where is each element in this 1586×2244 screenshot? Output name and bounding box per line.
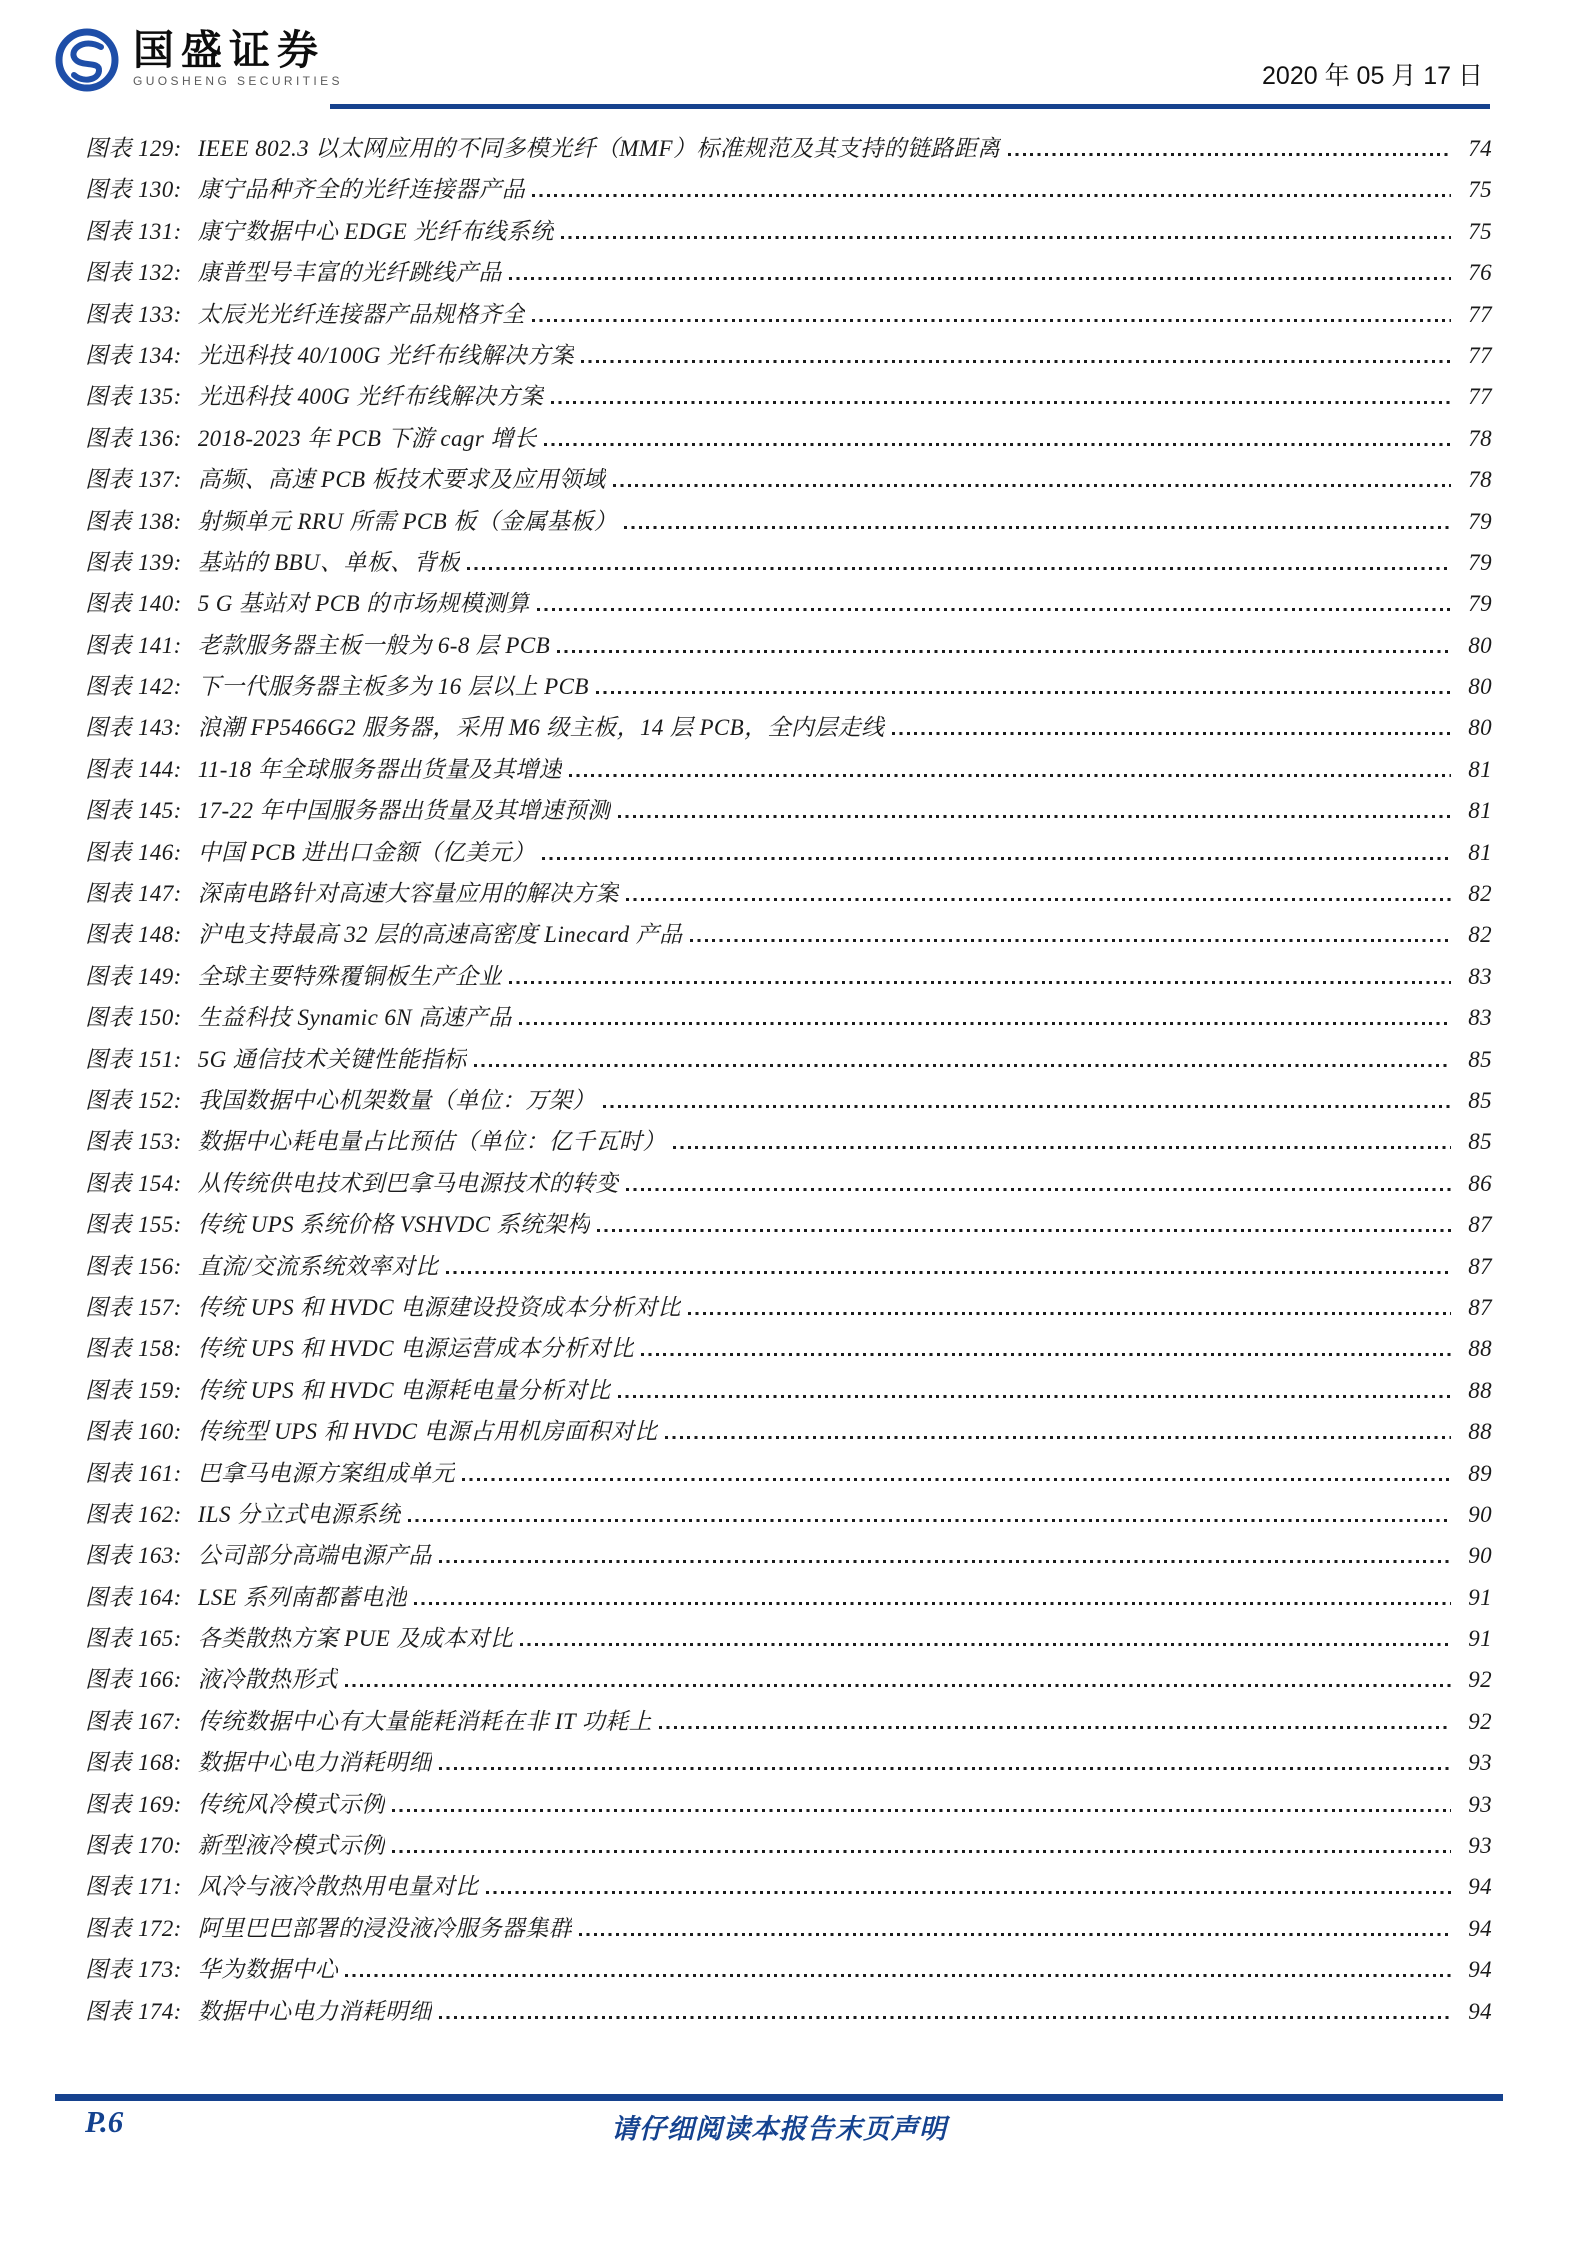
toc-item-label: 图表 150:: [85, 1005, 182, 1031]
toc-entry[interactable]: [85, 1289, 1492, 1330]
toc-entry[interactable]: [85, 1082, 1492, 1123]
dotted-leader: [579, 1933, 1451, 1936]
toc-item-page: 89: [1468, 1460, 1492, 1486]
toc-item-label: 图表 132:: [85, 260, 182, 286]
toc-entry[interactable]: [85, 1123, 1492, 1164]
toc-entry[interactable]: [85, 1413, 1492, 1454]
toc-item-title: IEEE 802.3 以太网应用的不同多模光纤（MMF）标准规范及其支持的链路距离: [197, 136, 1001, 161]
toc-item-page: 83: [1468, 1005, 1492, 1031]
dotted-leader: [446, 1271, 1451, 1274]
toc-item-page: 87: [1468, 1294, 1492, 1320]
dotted-leader: [509, 277, 1451, 280]
dotted-leader: [345, 1684, 1451, 1687]
toc-item-label: 图表 146:: [85, 839, 182, 865]
dotted-leader: [1008, 153, 1451, 156]
toc-item-page: 90: [1468, 1543, 1492, 1569]
dotted-leader: [486, 1891, 1451, 1894]
dotted-leader: [603, 1105, 1451, 1108]
toc-item-page: 88: [1468, 1336, 1492, 1362]
toc-item-page: 85: [1468, 1046, 1492, 1072]
toc-item-title: 阿里巴巴部署的浸没液冷服务器集群: [197, 1915, 573, 1941]
toc-item-page: 90: [1468, 1501, 1492, 1527]
toc-entry[interactable]: [85, 916, 1492, 957]
toc-item-page: 80: [1468, 715, 1492, 741]
toc-item-title: 5G 通信技术关键性能指标: [197, 1046, 467, 1072]
toc-item-title: 康宁品种齐全的光纤连接器产品: [197, 177, 526, 203]
page-number: P.6: [85, 2104, 124, 2139]
toc-item-label: 图表 161:: [85, 1460, 182, 1486]
dotted-leader: [520, 1643, 1451, 1646]
toc-item-title: LSE 系列南都蓄电池: [197, 1584, 408, 1610]
toc-item-label: 图表 130:: [85, 177, 182, 203]
toc-item-title: 生益科技 Synamic 6N 高速产品: [197, 1005, 512, 1031]
toc-item-title: 液冷散热形式: [197, 1667, 339, 1693]
toc-item-page: 78: [1468, 425, 1492, 451]
toc-item-title: 深南电路针对高速大容量应用的解决方案: [197, 881, 619, 907]
toc-entry[interactable]: [85, 544, 1492, 585]
toc-entry[interactable]: [85, 627, 1492, 668]
dotted-leader: [641, 1353, 1451, 1356]
dotted-leader: [597, 1229, 1451, 1232]
toc-item-page: 79: [1468, 549, 1492, 575]
toc-entry[interactable]: [85, 585, 1492, 626]
dotted-leader: [624, 526, 1451, 529]
toc-item-page: 87: [1468, 1212, 1492, 1238]
toc-item-label: 图表 173:: [85, 1957, 182, 1983]
toc-item-title: 公司部分高端电源产品: [197, 1543, 432, 1569]
toc-item-title: 康普型号丰富的光纤跳线产品: [197, 260, 502, 286]
toc-entry[interactable]: [85, 1951, 1492, 1992]
toc-item-title: 传统型 UPS 和 HVDC 电源占用机房面积对比: [197, 1419, 658, 1445]
dotted-leader: [467, 567, 1451, 570]
toc-item-page: 79: [1468, 508, 1492, 534]
toc-item-page: 77: [1468, 384, 1492, 410]
toc-entry[interactable]: [85, 1661, 1492, 1702]
toc-item-title: 基站的 BBU、单板、背板: [197, 549, 461, 575]
toc-item-label: 图表 165:: [85, 1626, 182, 1652]
toc-item-label: 图表 160:: [85, 1419, 182, 1445]
dotted-leader: [519, 1022, 1451, 1025]
toc-item-page: 92: [1468, 1667, 1492, 1693]
dotted-leader: [569, 774, 1451, 777]
toc-item-page: 80: [1468, 674, 1492, 700]
dotted-leader: [618, 815, 1451, 818]
toc-item-page: 86: [1468, 1170, 1492, 1196]
toc-entry[interactable]: [85, 254, 1492, 295]
toc-entry[interactable]: [85, 213, 1492, 254]
toc-entry[interactable]: [85, 420, 1492, 461]
toc-item-label: 图表 152:: [85, 1087, 182, 1113]
toc-item-page: 88: [1468, 1419, 1492, 1445]
toc-item-label: 图表 169:: [85, 1791, 182, 1817]
toc-item-label: 图表 145:: [85, 798, 182, 824]
toc-item-page: 78: [1468, 467, 1492, 493]
dotted-leader: [439, 1560, 1451, 1563]
toc-entry[interactable]: [85, 1786, 1492, 1827]
toc-item-title: 传统数据中心有大量能耗消耗在非 IT 功耗上: [197, 1708, 653, 1734]
toc-item-page: 82: [1468, 922, 1492, 948]
toc-item-title: 高频、高速 PCB 板技术要求及应用领域: [197, 467, 606, 493]
dotted-leader: [439, 2016, 1451, 2019]
toc-item-page: 92: [1468, 1708, 1492, 1734]
toc-item-title: 新型液冷模式示例: [197, 1833, 385, 1859]
toc-entry[interactable]: [85, 875, 1492, 916]
toc-item-label: 图表 139:: [85, 549, 182, 575]
toc-item-label: 图表 174:: [85, 1998, 182, 2024]
toc-item-title: 数据中心电力消耗明细: [197, 1750, 432, 1776]
toc-item-title: ILS 分立式电源系统: [197, 1501, 401, 1527]
toc-item-label: 图表 170:: [85, 1833, 182, 1859]
dotted-leader: [532, 319, 1451, 322]
toc-item-label: 图表 168:: [85, 1750, 182, 1776]
toc-item-label: 图表 172:: [85, 1915, 182, 1941]
toc-item-label: 图表 134:: [85, 342, 182, 368]
toc-item-title: 17-22 年中国服务器出货量及其增速预测: [197, 798, 611, 824]
toc-item-label: 图表 137:: [85, 467, 182, 493]
toc-item-label: 图表 144:: [85, 756, 182, 782]
toc-item-title: 从传统供电技术到巴拿马电源技术的转变: [197, 1170, 619, 1196]
toc-item-title: 直流/交流系统效率对比: [197, 1253, 439, 1279]
toc-item-label: 图表 147:: [85, 881, 182, 907]
toc-item-title: 下一代服务器主板多为 16 层以上 PCB: [197, 674, 589, 700]
toc-item-title: 巴拿马电源方案组成单元: [197, 1460, 456, 1486]
toc-entry[interactable]: [85, 296, 1492, 337]
toc-item-page: 93: [1468, 1833, 1492, 1859]
toc-item-page: 85: [1468, 1129, 1492, 1155]
dotted-leader: [626, 898, 1451, 901]
toc-entry[interactable]: [85, 1041, 1492, 1082]
toc-item-page: 94: [1468, 1915, 1492, 1941]
dotted-leader: [392, 1850, 1451, 1853]
toc-item-label: 图表 143:: [85, 715, 182, 741]
dotted-leader: [408, 1519, 1451, 1522]
toc-entry[interactable]: [85, 1248, 1492, 1289]
toc-item-page: 75: [1468, 218, 1492, 244]
toc-item-title: 我国数据中心机架数量（单位：万架）: [197, 1087, 596, 1113]
toc-item-label: 图表 162:: [85, 1501, 182, 1527]
toc-item-label: 图表 151:: [85, 1046, 182, 1072]
toc-item-title: 康宁数据中心 EDGE 光纤布线系统: [197, 218, 554, 244]
toc-item-title: 中国 PCB 进出口金额（亿美元）: [197, 839, 536, 865]
toc-entry[interactable]: [85, 1537, 1492, 1578]
toc-item-page: 91: [1468, 1626, 1492, 1652]
dotted-leader: [581, 360, 1451, 363]
toc-item-title: 太辰光光纤连接器产品规格齐全: [197, 301, 526, 327]
toc-entry[interactable]: [85, 1330, 1492, 1371]
toc-item-page: 93: [1468, 1750, 1492, 1776]
toc-item-label: 图表 133:: [85, 301, 182, 327]
toc-item-title: 数据中心耗电量占比预估（单位：亿千瓦时）: [197, 1129, 666, 1155]
toc-item-page: 82: [1468, 881, 1492, 907]
footer-divider: [55, 2094, 1503, 2101]
toc-item-title: 老款服务器主板一般为 6-8 层 PCB: [197, 632, 551, 658]
dotted-leader: [673, 1146, 1451, 1149]
toc-entry[interactable]: [85, 171, 1492, 212]
toc-item-page: 94: [1468, 1957, 1492, 1983]
dotted-leader: [892, 732, 1451, 735]
toc-item-title: 传统风冷模式示例: [197, 1791, 385, 1817]
toc-item-label: 图表 140:: [85, 591, 182, 617]
toc-entry[interactable]: [85, 1579, 1492, 1620]
toc-item-label: 图表 167:: [85, 1708, 182, 1734]
toc-item-page: 80: [1468, 632, 1492, 658]
toc-item-title: 2018-2023 年 PCB 下游 cagr 增长: [197, 425, 538, 451]
toc-item-title: 光迅科技 40/100G 光纤布线解决方案: [197, 342, 575, 368]
toc-item-label: 图表 153:: [85, 1129, 182, 1155]
dotted-leader: [542, 857, 1451, 860]
toc-entry[interactable]: [85, 1910, 1492, 1951]
toc-item-label: 图表 156:: [85, 1253, 182, 1279]
toc-item-title: 各类散热方案 PUE 及成本对比: [197, 1626, 514, 1652]
toc-item-label: 图表 159:: [85, 1377, 182, 1403]
toc-item-page: 91: [1468, 1584, 1492, 1610]
dotted-leader: [665, 1436, 1452, 1439]
toc-item-label: 图表 166:: [85, 1667, 182, 1693]
toc-item-label: 图表 149:: [85, 963, 182, 989]
toc-item-page: 94: [1468, 1874, 1492, 1900]
toc-item-label: 图表 154:: [85, 1170, 182, 1196]
toc-entry[interactable]: [85, 503, 1492, 544]
toc-item-label: 图表 138:: [85, 508, 182, 534]
toc-item-title: 传统 UPS 和 HVDC 电源建设投资成本分析对比: [197, 1294, 681, 1320]
footer-disclaimer: 请仔细阅读本报告末页声明: [611, 2114, 947, 2144]
toc-item-label: 图表 158:: [85, 1336, 182, 1362]
toc-item-page: 75: [1468, 177, 1492, 203]
toc-entry[interactable]: [85, 1744, 1492, 1785]
toc-item-label: 图表 164:: [85, 1584, 182, 1610]
toc-entry[interactable]: [85, 130, 1492, 171]
toc-item-title: 华为数据中心: [197, 1957, 339, 1983]
toc-item-title: 5 G 基站对 PCB 的市场规模测算: [197, 591, 530, 617]
toc-item-label: 图表 148:: [85, 922, 182, 948]
toc-item-page: 94: [1468, 1998, 1492, 2024]
brand-name-en: GUOSHENG SECURITIES: [133, 74, 343, 89]
dotted-leader: [462, 1478, 1451, 1481]
toc-entry[interactable]: [85, 751, 1492, 792]
toc-entry[interactable]: [85, 834, 1492, 875]
toc-entry[interactable]: [85, 461, 1492, 502]
toc-item-page: 93: [1468, 1791, 1492, 1817]
toc-entry[interactable]: [85, 958, 1492, 999]
toc-entry[interactable]: [85, 999, 1492, 1040]
dotted-leader: [509, 981, 1451, 984]
toc-item-page: 79: [1468, 591, 1492, 617]
toc-list: [85, 130, 1492, 2034]
dotted-leader: [439, 1767, 1451, 1770]
header-divider: [330, 104, 1490, 109]
toc-entry[interactable]: [85, 1620, 1492, 1661]
toc-entry[interactable]: [85, 709, 1492, 750]
toc-item-label: 图表 155:: [85, 1212, 182, 1238]
toc-entry[interactable]: [85, 378, 1492, 419]
dotted-leader: [688, 1312, 1451, 1315]
toc-entry[interactable]: [85, 1703, 1492, 1744]
brand-text-block: [133, 28, 343, 88]
toc-item-page: 76: [1468, 260, 1492, 286]
dotted-leader: [392, 1809, 1451, 1812]
toc-item-title: 传统 UPS 系统价格 VSHVDC 系统架构: [197, 1212, 591, 1238]
dotted-leader: [474, 1064, 1451, 1067]
toc-item-page: 77: [1468, 342, 1492, 368]
guosheng-logo-icon: [55, 28, 119, 92]
dotted-leader: [345, 1974, 1451, 1977]
toc-item-title: 传统 UPS 和 HVDC 电源耗电量分析对比: [197, 1377, 611, 1403]
toc-entry[interactable]: [85, 792, 1492, 833]
toc-item-label: 图表 157:: [85, 1294, 182, 1320]
brand-name-cn: 国盛证券: [133, 27, 325, 73]
dotted-leader: [596, 691, 1451, 694]
toc-item-page: 81: [1468, 839, 1492, 865]
toc-entry[interactable]: [85, 337, 1492, 378]
toc-entry[interactable]: [85, 1372, 1492, 1413]
toc-item-page: 88: [1468, 1377, 1492, 1403]
toc-item-label: 图表 171:: [85, 1874, 182, 1900]
toc-item-page: 87: [1468, 1253, 1492, 1279]
dotted-leader: [618, 1395, 1451, 1398]
brand-logo: [55, 28, 343, 92]
toc-entry[interactable]: [85, 1827, 1492, 1868]
toc-entry[interactable]: [85, 1993, 1492, 2034]
dotted-leader: [561, 236, 1451, 239]
toc-item-title: 风冷与液冷散热用电量对比: [197, 1874, 479, 1900]
toc-item-page: 74: [1468, 136, 1492, 161]
toc-item-title: 传统 UPS 和 HVDC 电源运营成本分析对比: [197, 1336, 635, 1362]
toc-item-title: 射频单元 RRU 所需 PCB 板（金属基板）: [197, 508, 618, 534]
toc-entry[interactable]: [85, 1165, 1492, 1206]
toc-item-title: 全球主要特殊覆铜板生产企业: [197, 963, 502, 989]
toc-item-page: 83: [1468, 963, 1492, 989]
toc-item-title: 数据中心电力消耗明细: [197, 1998, 432, 2024]
dotted-leader: [557, 650, 1451, 653]
toc-item-label: 图表 142:: [85, 674, 182, 700]
toc-item-page: 81: [1468, 756, 1492, 782]
dotted-leader: [659, 1726, 1451, 1729]
dotted-leader: [532, 194, 1451, 197]
toc-item-title: 沪电支持最高 32 层的高速高密度 Linecard 产品: [197, 922, 683, 948]
toc-item-title: 11-18 年全球服务器出货量及其增速: [197, 756, 563, 782]
toc-entry[interactable]: [85, 668, 1492, 709]
dotted-leader: [537, 608, 1451, 611]
dotted-leader: [690, 939, 1451, 942]
toc-item-title: 浪潮 FP5466G2 服务器，采用 M6 级主板，14 层 PCB，全内层走线: [197, 715, 885, 741]
toc-item-label: 图表 163:: [85, 1543, 182, 1569]
toc-entry[interactable]: [85, 1206, 1492, 1247]
report-date: 2020 年 05 月 17 日: [1262, 62, 1483, 90]
toc-item-label: 图表 141:: [85, 632, 182, 658]
toc-item-page: 85: [1468, 1087, 1492, 1113]
dotted-leader: [414, 1602, 1451, 1605]
toc-item-page: 81: [1468, 798, 1492, 824]
toc-item-label: 图表 135:: [85, 384, 182, 410]
dotted-leader: [551, 401, 1451, 404]
dotted-leader: [544, 443, 1451, 446]
dotted-leader: [613, 484, 1451, 487]
toc-entry[interactable]: [85, 1868, 1492, 1909]
toc-entry[interactable]: [85, 1455, 1492, 1496]
toc-item-page: 77: [1468, 301, 1492, 327]
dotted-leader: [626, 1188, 1451, 1191]
toc-entry[interactable]: [85, 1496, 1492, 1537]
toc-item-label: 图表 136:: [85, 425, 182, 451]
toc-item-label: 图表 129:: [85, 136, 182, 161]
toc-item-title: 光迅科技 400G 光纤布线解决方案: [197, 384, 544, 410]
toc-item-label: 图表 131:: [85, 218, 182, 244]
